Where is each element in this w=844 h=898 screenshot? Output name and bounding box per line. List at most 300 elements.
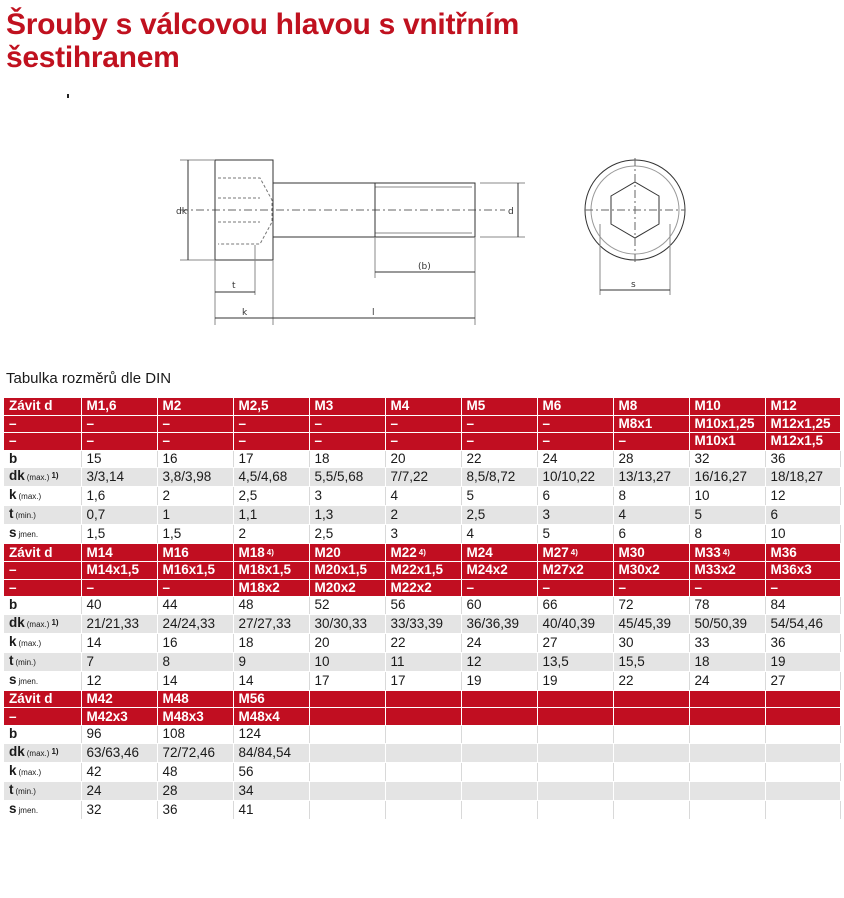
- table-cell: [309, 415, 385, 433]
- cell-value: 2: [238, 526, 247, 542]
- cell-value: 32: [86, 801, 102, 817]
- row-label-text: Závit d: [9, 691, 53, 707]
- table-cell: [613, 690, 689, 708]
- cell-value: 72/72,46: [162, 744, 216, 760]
- row-label: [4, 800, 81, 819]
- cell-value: 15: [86, 451, 102, 467]
- table-cell: [689, 690, 765, 708]
- row-label-text: dk: [9, 743, 25, 759]
- cell-value: –: [238, 415, 247, 431]
- table-cell: [157, 671, 233, 690]
- cell-value: 78: [694, 597, 710, 613]
- cell-value: 34: [238, 782, 254, 798]
- cell-value: M22x2: [390, 579, 432, 595]
- table-cell: [461, 561, 537, 579]
- row-label-text: –: [9, 579, 17, 595]
- table-cell: [233, 506, 309, 525]
- table-cell: [461, 671, 537, 690]
- cell-value: M48x4: [238, 708, 280, 724]
- table-cell: [461, 398, 537, 415]
- row-label: [4, 525, 81, 544]
- cell-value: 27: [770, 672, 786, 688]
- table-cell: [309, 800, 385, 819]
- table-cell: [461, 800, 537, 819]
- cell-value: 13/13,27: [618, 469, 672, 485]
- cell-value: 12: [86, 672, 102, 688]
- cell-value: 22: [618, 672, 634, 688]
- cell-value: 4: [390, 488, 399, 504]
- cell-value: 16: [162, 634, 178, 650]
- row-label-text: dk: [9, 468, 25, 484]
- table-cell: [157, 415, 233, 433]
- row-label-footnote: 1): [51, 746, 59, 756]
- cell-value: 28: [162, 782, 178, 798]
- table-cell: [81, 708, 157, 726]
- table-cell: [461, 690, 537, 708]
- row-label-qualifier: jmen.: [18, 805, 39, 815]
- cell-value: 18: [238, 634, 254, 650]
- cell-value: 28: [618, 451, 634, 467]
- cell-value: 4: [618, 507, 627, 523]
- cell-value: 17: [314, 672, 330, 688]
- table-cell: [233, 544, 309, 562]
- table-cell: [309, 762, 385, 781]
- table-cell: [689, 725, 765, 743]
- table-cell: [765, 614, 840, 633]
- table-cell: [613, 671, 689, 690]
- cell-value: 42: [86, 763, 102, 779]
- cell-value: –: [466, 579, 475, 595]
- table-row: [4, 781, 840, 800]
- cell-value: 45/45,39: [618, 615, 672, 631]
- cell-value: 17: [390, 672, 406, 688]
- table-cell: [537, 671, 613, 690]
- row-label-text: t: [9, 652, 14, 668]
- table-cell: [689, 450, 765, 468]
- table-cell: [461, 633, 537, 652]
- table-cell: [157, 708, 233, 726]
- table-cell: [537, 690, 613, 708]
- table-cell: [689, 652, 765, 671]
- table-cell: [385, 800, 461, 819]
- cell-value: 5: [694, 507, 703, 523]
- row-label-text: b: [9, 726, 18, 742]
- row-label: [4, 398, 81, 415]
- table-cell: [309, 487, 385, 506]
- table-cell: [613, 450, 689, 468]
- table-cell: [765, 561, 840, 579]
- table-cell: [385, 690, 461, 708]
- row-label: [4, 671, 81, 690]
- cell-value: 18/18,27: [770, 469, 824, 485]
- cell-value: –: [390, 433, 399, 449]
- cell-value: 14: [162, 672, 178, 688]
- cell-value: M36: [770, 544, 797, 560]
- cell-value: 27/27,33: [238, 615, 292, 631]
- row-label: [4, 690, 81, 708]
- cell-value: 44: [162, 597, 178, 613]
- table-cell: [157, 468, 233, 487]
- cell-value: 56: [238, 763, 254, 779]
- table-cell: [81, 415, 157, 433]
- row-label-text: t: [9, 781, 14, 797]
- table-cell: [613, 708, 689, 726]
- cell-value: M22: [390, 544, 417, 560]
- cell-value: 19: [466, 672, 482, 688]
- table-cell: [233, 487, 309, 506]
- cell-value: 50/50,39: [694, 615, 748, 631]
- cell-value: 6: [770, 507, 779, 523]
- table-cell: [385, 781, 461, 800]
- cell-value: 19: [770, 653, 786, 669]
- table-cell: [385, 614, 461, 633]
- cell-value: 7: [86, 653, 95, 669]
- cell-value: 36: [162, 801, 178, 817]
- table-cell: [309, 544, 385, 562]
- table-cell: [233, 800, 309, 819]
- row-label-text: dk: [9, 614, 25, 630]
- table-cell: [689, 506, 765, 525]
- cell-value: M10: [694, 398, 721, 414]
- table-cell: [613, 652, 689, 671]
- cell-value: M24: [466, 544, 493, 560]
- table-cell: [309, 614, 385, 633]
- cell-value: M16x1,5: [162, 562, 216, 578]
- row-label: [4, 762, 81, 781]
- table-row: [4, 544, 840, 562]
- cell-value: 10: [314, 653, 330, 669]
- table-cell: [613, 487, 689, 506]
- cell-value: 33/33,39: [390, 615, 444, 631]
- cell-value: –: [694, 579, 703, 595]
- table-row: [4, 690, 840, 708]
- table-cell: [765, 487, 840, 506]
- table-cell: [689, 544, 765, 562]
- table-row: [4, 561, 840, 579]
- cell-value: 2,5: [466, 507, 486, 523]
- table-cell: [81, 597, 157, 615]
- table-cell: [385, 725, 461, 743]
- row-label-text: –: [9, 708, 17, 724]
- table-cell: [461, 415, 537, 433]
- table-cell: [537, 450, 613, 468]
- table-cell: [385, 398, 461, 415]
- table-cell: [461, 781, 537, 800]
- row-label: [4, 544, 81, 562]
- cell-value: 52: [314, 597, 330, 613]
- table-row: [4, 762, 840, 781]
- table-cell: [613, 614, 689, 633]
- row-label-text: k: [9, 762, 17, 778]
- table-cell: [157, 652, 233, 671]
- cell-value: 10: [694, 488, 710, 504]
- cell-footnote: 4): [722, 547, 730, 557]
- table-cell: [81, 506, 157, 525]
- table-cell: [233, 633, 309, 652]
- row-label: [4, 725, 81, 743]
- cell-value: 72: [618, 597, 634, 613]
- table-cell: [765, 652, 840, 671]
- table-cell: [385, 671, 461, 690]
- table-cell: [385, 487, 461, 506]
- table-cell: [233, 743, 309, 762]
- table-cell: [765, 597, 840, 615]
- cell-value: M16: [162, 544, 189, 560]
- table-cell: [537, 800, 613, 819]
- table-cell: [537, 762, 613, 781]
- label-s: s: [631, 280, 636, 290]
- cell-value: 24/24,33: [162, 615, 216, 631]
- cell-value: 8,5/8,72: [466, 469, 516, 485]
- row-label-qualifier: (min.): [15, 657, 36, 667]
- label-t: t: [232, 281, 236, 291]
- cell-value: 1,5: [86, 526, 106, 542]
- cell-value: –: [770, 579, 779, 595]
- table-cell: [157, 487, 233, 506]
- cell-value: 22: [466, 451, 482, 467]
- cell-value: 20: [390, 451, 406, 467]
- table-cell: [309, 708, 385, 726]
- cell-value: 1,3: [314, 507, 334, 523]
- table-cell: [157, 597, 233, 615]
- screw-technical-drawing: [160, 150, 700, 335]
- table-cell: [765, 743, 840, 762]
- cell-value: 30: [618, 634, 634, 650]
- cell-value: –: [162, 415, 171, 431]
- table-row: [4, 579, 840, 597]
- table-cell: [385, 708, 461, 726]
- table-cell: [537, 487, 613, 506]
- table-cell: [81, 398, 157, 415]
- table-cell: [309, 781, 385, 800]
- cell-value: 13,5: [542, 653, 569, 669]
- cell-value: 7/7,22: [390, 469, 429, 485]
- cell-value: M30x2: [618, 562, 660, 578]
- row-label-text: k: [9, 487, 17, 503]
- table-cell: [309, 633, 385, 652]
- cell-value: –: [542, 579, 551, 595]
- table-cell: [461, 506, 537, 525]
- cell-value: M20: [314, 544, 341, 560]
- table-cell: [385, 633, 461, 652]
- table-cell: [385, 468, 461, 487]
- table-cell: [233, 781, 309, 800]
- table-cell: [613, 398, 689, 415]
- cell-value: M2: [162, 398, 182, 414]
- cell-value: 10/10,22: [542, 469, 596, 485]
- cell-value: M12x1,5: [770, 433, 824, 449]
- row-label-qualifier: (min.): [15, 786, 36, 796]
- row-label: [4, 468, 81, 487]
- cell-value: 40: [86, 597, 102, 613]
- cell-value: M10x1: [694, 433, 736, 449]
- table-cell: [385, 433, 461, 451]
- table-cell: [613, 561, 689, 579]
- cell-value: 2: [390, 507, 399, 523]
- table-cell: [157, 561, 233, 579]
- cell-value: 48: [238, 597, 254, 613]
- table-cell: [537, 415, 613, 433]
- cell-value: M18x2: [238, 579, 280, 595]
- cell-value: –: [618, 433, 627, 449]
- table-cell: [765, 725, 840, 743]
- table-cell: [461, 525, 537, 544]
- row-label-text: b: [9, 451, 18, 467]
- table-cell: [689, 415, 765, 433]
- cell-value: –: [542, 415, 551, 431]
- table-cell: [689, 708, 765, 726]
- row-label-text: s: [9, 671, 17, 687]
- cell-value: 124: [238, 726, 262, 742]
- table-cell: [157, 506, 233, 525]
- table-cell: [309, 579, 385, 597]
- table-cell: [309, 652, 385, 671]
- cell-value: 84: [770, 597, 786, 613]
- table-cell: [385, 415, 461, 433]
- cell-value: –: [542, 433, 551, 449]
- table-row: [4, 487, 840, 506]
- table-cell: [233, 652, 309, 671]
- cell-value: –: [238, 433, 247, 449]
- table-cell: [689, 398, 765, 415]
- table-cell: [81, 671, 157, 690]
- hex-socket: [218, 178, 272, 244]
- row-label: [4, 597, 81, 615]
- cell-value: 8: [618, 488, 627, 504]
- table-cell: [537, 708, 613, 726]
- cell-footnote: 4): [418, 547, 426, 557]
- cell-value: 6: [542, 488, 551, 504]
- cell-value: 1,1: [238, 507, 258, 523]
- row-label: [4, 652, 81, 671]
- table-cell: [613, 597, 689, 615]
- cell-value: 14: [238, 672, 254, 688]
- cell-value: M18x1,5: [238, 562, 292, 578]
- table-cell: [81, 800, 157, 819]
- table-cell: [309, 525, 385, 544]
- cell-value: M8: [618, 398, 638, 414]
- cell-value: M1,6: [86, 398, 117, 414]
- row-label-qualifier: (max.): [26, 473, 50, 483]
- table-cell: [81, 487, 157, 506]
- cell-value: M3: [314, 398, 334, 414]
- cell-value: 18: [314, 451, 330, 467]
- cell-value: 1,6: [86, 488, 106, 504]
- cell-value: 2,5: [314, 526, 334, 542]
- cell-value: 32: [694, 451, 710, 467]
- cell-value: 108: [162, 726, 186, 742]
- table-cell: [689, 800, 765, 819]
- table-cell: [613, 579, 689, 597]
- cell-value: –: [314, 415, 323, 431]
- cell-value: M27x2: [542, 562, 584, 578]
- table-cell: [689, 487, 765, 506]
- table-cell: [81, 579, 157, 597]
- table-cell: [689, 743, 765, 762]
- table-cell: [765, 633, 840, 652]
- row-label: [4, 743, 81, 762]
- table-cell: [233, 762, 309, 781]
- table-cell: [689, 597, 765, 615]
- table-cell: [765, 525, 840, 544]
- table-cell: [537, 506, 613, 525]
- table-cell: [233, 671, 309, 690]
- table-cell: [81, 614, 157, 633]
- table-cell: [233, 597, 309, 615]
- table-cell: [689, 579, 765, 597]
- table-cell: [157, 781, 233, 800]
- table-cell: [233, 579, 309, 597]
- table-cell: [157, 450, 233, 468]
- cell-value: 3,8/3,98: [162, 469, 212, 485]
- dimension-table: [4, 398, 841, 820]
- row-label: [4, 506, 81, 525]
- table-cell: [613, 433, 689, 451]
- table-cell: [537, 468, 613, 487]
- table-row: [4, 708, 840, 726]
- row-label: [4, 450, 81, 468]
- cell-value: 36/36,39: [466, 615, 520, 631]
- cell-value: 10: [770, 526, 786, 542]
- row-label-qualifier: (max.): [18, 767, 42, 777]
- table-cell: [537, 398, 613, 415]
- table-cell: [613, 800, 689, 819]
- cell-value: 3: [390, 526, 399, 542]
- table-cell: [537, 579, 613, 597]
- table-cell: [765, 468, 840, 487]
- table-cell: [233, 561, 309, 579]
- table-cell: [461, 433, 537, 451]
- table-cell: [765, 450, 840, 468]
- table-cell: [613, 506, 689, 525]
- table-cell: [461, 614, 537, 633]
- cell-value: 19: [542, 672, 558, 688]
- table-cell: [309, 398, 385, 415]
- table-cell: [613, 781, 689, 800]
- table-cell: [461, 652, 537, 671]
- table-cell: [613, 525, 689, 544]
- table-cell: [157, 614, 233, 633]
- cell-value: 12: [466, 653, 482, 669]
- cell-value: 24: [86, 782, 102, 798]
- cell-value: –: [162, 433, 171, 449]
- cell-value: –: [86, 433, 95, 449]
- cell-value: 27: [542, 634, 558, 650]
- cell-value: 30/30,33: [314, 615, 368, 631]
- cell-value: 15,5: [618, 653, 645, 669]
- cell-value: M22x1,5: [390, 562, 444, 578]
- table-cell: [233, 690, 309, 708]
- table-cell: [537, 525, 613, 544]
- label-l: l: [372, 308, 375, 318]
- table-caption: Tabulka rozměrů dle DIN: [6, 370, 172, 387]
- label-b: (b): [418, 262, 431, 272]
- cell-value: –: [162, 579, 171, 595]
- row-label-footnote: 1): [51, 471, 59, 481]
- table-cell: [233, 708, 309, 726]
- cell-value: 3/3,14: [86, 469, 125, 485]
- cell-value: 54/54,46: [770, 615, 824, 631]
- table-cell: [461, 487, 537, 506]
- table-cell: [385, 506, 461, 525]
- cell-value: 4: [466, 526, 475, 542]
- table-cell: [765, 579, 840, 597]
- table-cell: [537, 433, 613, 451]
- row-label-qualifier: (max.): [26, 619, 50, 629]
- table-cell: [81, 690, 157, 708]
- cell-value: 3: [542, 507, 551, 523]
- table-cell: [157, 762, 233, 781]
